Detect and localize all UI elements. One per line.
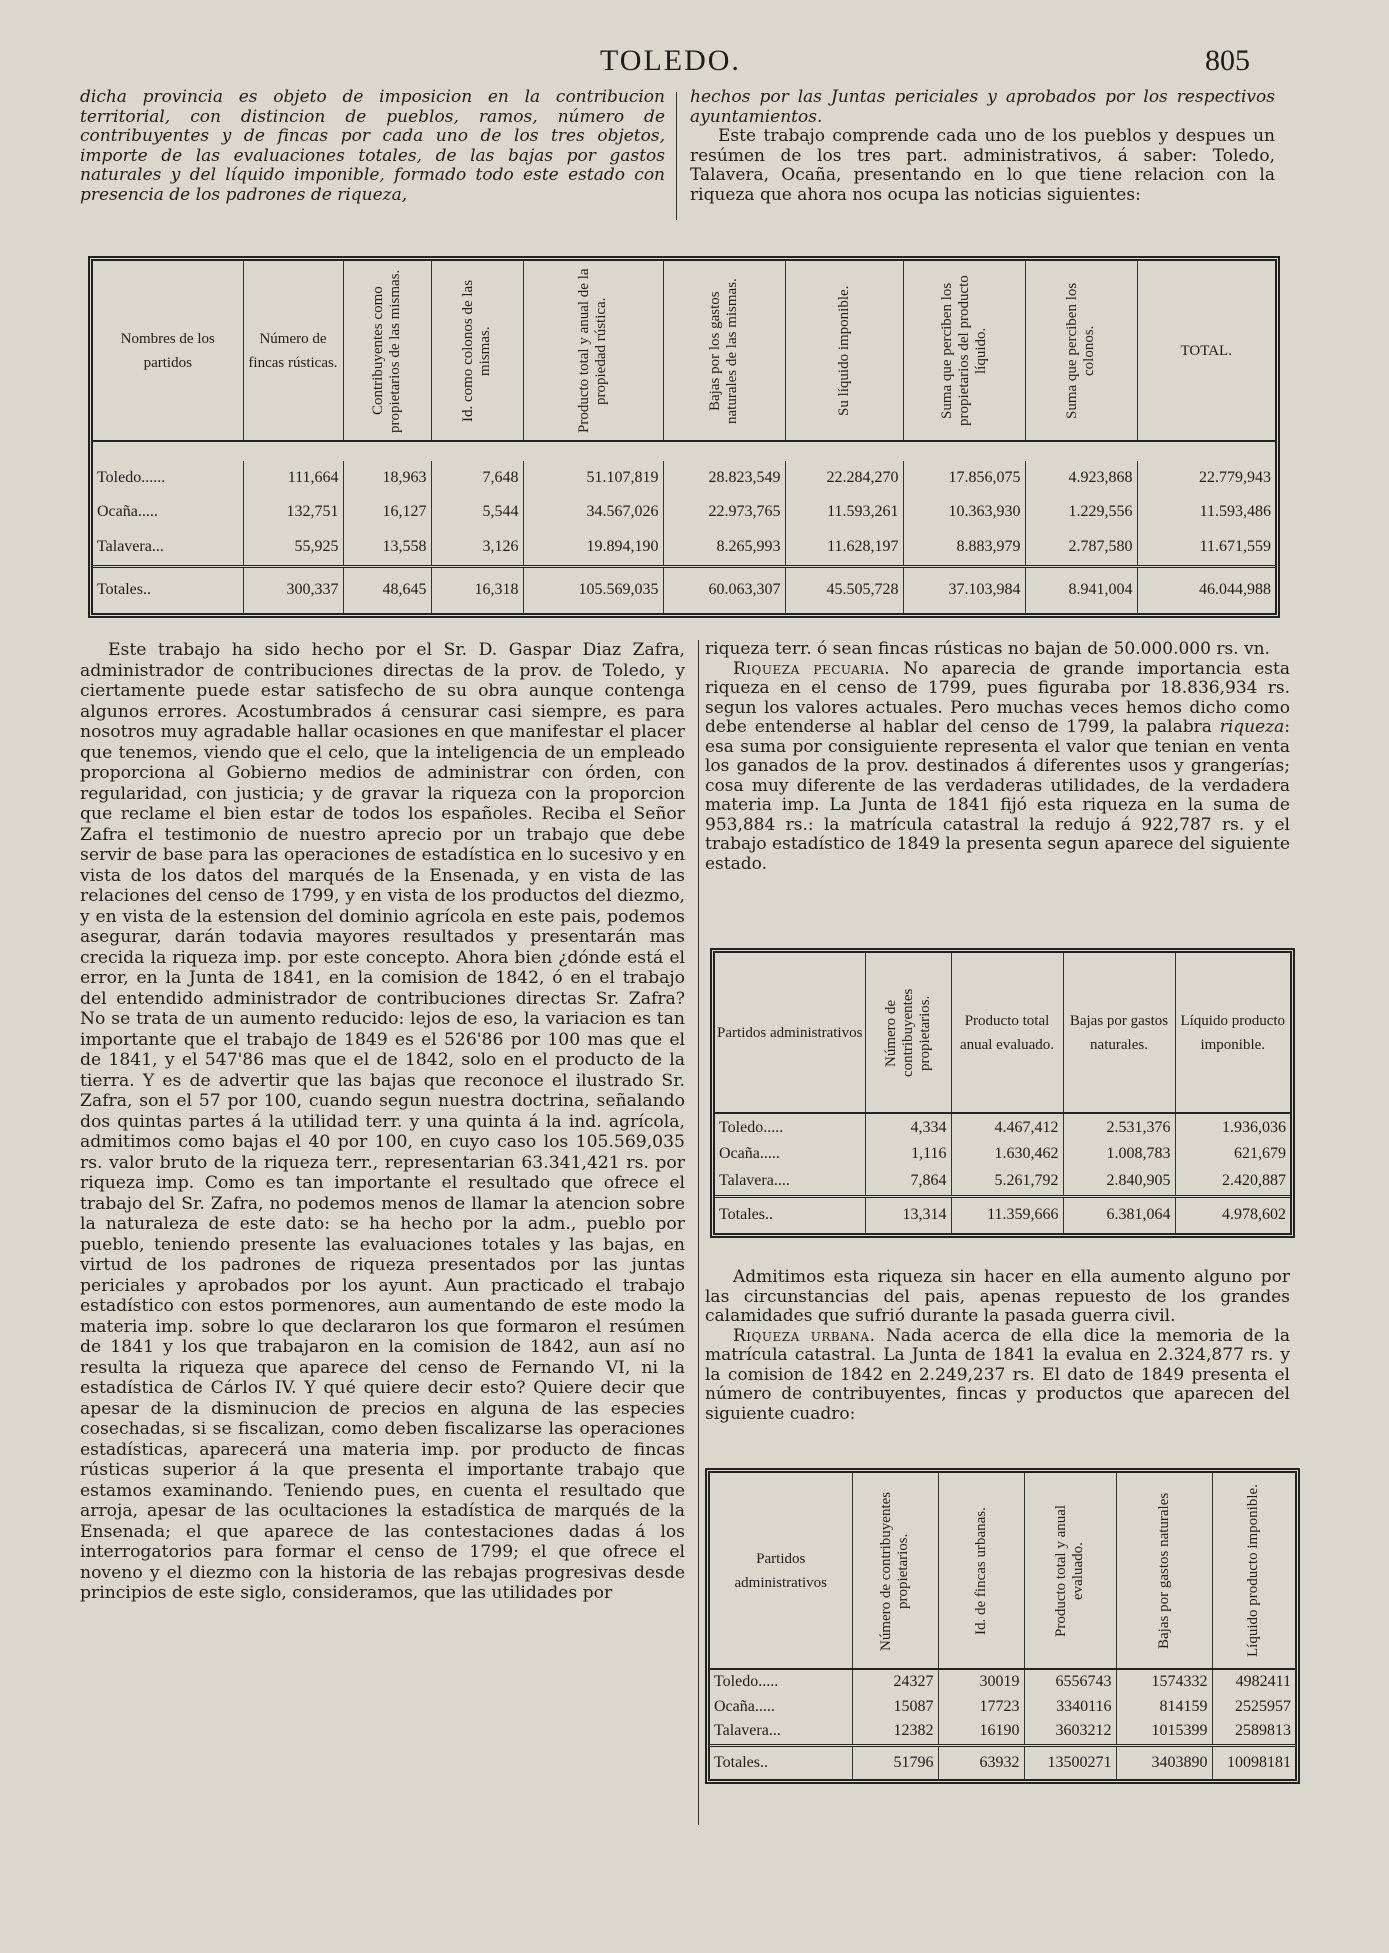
totals-row: Totales.. 51796 63932 13500271 3403890 10098181 [710,1745,1295,1779]
header-cell: Suma que perciben los colonos. [1025,261,1137,441]
header-cell: Bajas por gastos naturales [1116,1473,1212,1669]
table-row: Toledo...... 111,664 18,963 7,648 51.107,819 28.823,549 22.284,270 17.856,075 4.923,868 22.779,943 [93,461,1275,495]
header-cell: Id. como colonos de las mismas. [431,261,523,441]
paragraph: Admitimos esta riqueza sin hacer en ella aumento alguno por las circunstancias del pais, apenas repuesto de los grandes calamidades que sufrió durante la pasada guerra civil. [705,1267,1290,1326]
table-row [93,441,1275,461]
body-right-mid [705,1268,1290,1424]
table-row: Toledo..... 4,334 4.467,412 2.531,376 1.936,036 [715,1113,1290,1141]
header-cell: Contribuyentes como propietarios de las mismas. [343,261,431,441]
header-cell: Líquido producto imponible. [1175,953,1290,1113]
column-divider [698,640,699,1825]
paragraph: riqueza terr. ó sean fincas rústicas no bajan de 50.000.000 rs. vn. [705,639,1270,659]
header-cell: Número de contribuyentes propietarios. [865,953,951,1113]
rustic-wealth-table [88,256,1280,618]
header-cell: Su líquido imponible. [785,261,903,441]
header-cell: Partidos administrativos [715,953,865,1113]
totals-row: Totales.. 13,314 11.359,666 6.381,064 4.978,602 [715,1196,1290,1233]
header-cell: Producto total anual evaluado. [951,953,1063,1113]
header-cell: Líquido producto imponible. [1212,1473,1295,1669]
paragraph: Riqueza urbana. Nada acerca de ella dice la memoria de la matrícula catastral. La Junta de 1841 la evalua en 2.324,877 rs. y la comision de 1842 en 2.249,237 rs. El dato de 1849 presenta el número de contribuyentes, fincas y productos que aparecen del siguiente cuadro: [705,1325,1290,1424]
livestock-wealth-table [710,948,1295,1238]
paragraph: Riqueza pecuaria. No aparecia de grande importancia esta riqueza en el censo de 1799, pues figuraba por 18.836,934 rs. segun los valores actuales. Pero muchas veces hemos dicho como debe entenderse al hablar del censo de 1799, la palabra riqueza: esa suma por consiguiente representa el valor que tenian en venta los ganados de la prov. destinados á diferentes usos y grangerías; cosa muy diferente de las verdaderas utilidades, de la verdadera materia imp. La Junta de 1841 fijó esta riqueza en la suma de 953,884 rs.: la matrícula catastral la redujo á 922,787 rs. y el trabajo estadístico de 1849 la presenta segun aparece del siguiente estado. [705,658,1290,874]
totals-row: Totales.. 300,337 48,645 16,318 105.569,035 60.063,307 45.505,728 37.103,984 8.941,004 46.044,988 [93,566,1275,613]
table-row: Ocaña..... 15087 17723 3340116 814159 2525957 [710,1695,1295,1719]
section-heading: Riqueza pecuaria. [733,658,891,679]
header-cell: Id. de fincas urbanas. [938,1473,1024,1669]
header-cell: Bajas por los gastos naturales de las mismas. [663,261,785,441]
intro-right-text: Este trabajo comprende cada uno de los pueblos y despues un resúmen de los tres part. administrativos, á saber: Toledo, Talavera, Ocaña, presentando en lo que tiene relacion con la riqueza que ahora nos ocupa las noticias siguientes: [690,126,1275,205]
header-cell: Nombres de los partidos [93,261,243,441]
header-cell: Partidos administrativos [710,1473,852,1669]
intro-right [690,88,1275,205]
page-number: 805 [1205,44,1250,77]
header-cell: Bajas por gastos naturales. [1063,953,1175,1113]
header-cell: Producto total y anual de la propiedad rústica. [523,261,663,441]
header-cell: Suma que perciben los propietarios del producto líquido. [903,261,1025,441]
table-row: Ocaña..... 132,751 16,127 5,544 34.567,026 22.973,765 11.593,261 10.363,930 1.229,556 11.593,486 [93,495,1275,529]
column-divider [676,92,677,220]
header-cell: Producto total y anual evaluado. [1024,1473,1116,1669]
body-right-top [705,640,1290,874]
body-left-text: Este trabajo ha sido hecho por el Sr. D. Gaspar Diaz Zafra, administrador de contribuciones directas de la prov. de Toledo, y ciertamente puede estar satisfecho de su obra aunque contenga algunos errores. Acostumbrados á censurar casi siempre, es para nosotros muy agradable hallar ocasiones en que manifestar el placer que tenemos, viendo que el celo, que la inteligencia de un empleado proporciona al Gobierno medios de administrar con órden, con regularidad, con justicia; y de gravar la riqueza con la proporcion que reclame el bien estar de todos los españoles. Reciba el Señor Zafra el testimonio de nuestro aprecio por un trabajo que debe servir de base para las operaciones de estadística en lo sucesivo y en vista de los datos del marqués de la Ensenada, y en vista de las relaciones del censo de 1799, y en vista de los productos del diezmo, y en vista de la estension del dominio agrícola en este pais, podemos asegurar, darán todavia mayores resultados y presentarán mas crecida la riqueza imp. por este concepto. Ahora bien ¿dónde está el error, en la Junta de 1841, en la comision de 1842, ó en el trabajo del entendido administrador de contribuciones directas Sr. Zafra? No se trata de un aumento reducido: lejos de eso, la variacion es tan importante que el trabajo de 1849 es el 526'86 por 100 mas que el de 1841, y el 547'86 mas que el de 1842, solo en el producto de la tierra. Y es de advertir que las bajas que reconoce el ilustrado Sr. Zafra, son el 57 por 100, cuando segun nuestra doctrina, señalando dos quintas partes á la utilidad terr. y una quinta á la ind. agrícola, admitimos como bajas el 40 por 100, en cuyo caso los 105.569,035 rs. valor bruto de la riqueza terr., representarian 63.341,421 rs. por riqueza imp. Como es tan importante el resultado que ofrece el trabajo del Sr. Zafra, no podemos menos de llamar la atencion sobre la naturaleza de este dato: se ha hecho por la adm., pueblo por pueblo, teniendo presente las evaluaciones totales y las bajas, en virtud de los padrones de riqueza presentados por las juntas periciales y aprobados por los ayunt. Aun practicado el trabajo estadístico con estos pormenores, aun aumentando de este modo la materia imp. sobre lo que declararon los que formaron el resúmen de 1841 y los que trabajaron en la comision de 1842, aun así no resulta la riqueza que aparece del censo de Fernando VI, ni la estadística de Cárlos IV. Y qué quiere decir esto? Quiere decir que apesar de la disminucion de precios en alguna de las especies cosechadas, si se fiscalizan, como deben fiscalizarse las operaciones estadísticas, aparecerá una materia imp. por producto de fincas rústicas superior á la que presenta el importante trabajo que estamos examinando. Teniendo pues, en cuenta el resultado que arroja, apesar de las ocultaciones la estadística de marqués de la Ensenada; el que aparece de las contestaciones dadas á los interrogatorios para formar el censo de 1799; el que ofrece el noveno y el diezmo con la historia de las rebajas progresivas desde principios de este siglo, consideramos, que las utilidades por [80,640,685,1603]
page-title: TOLEDO. [600,44,741,77]
table-row: Talavera... 55,925 13,558 3,126 19.894,190 8.265,993 11.628,197 8.883,979 2.787,580 11.671,559 [93,529,1275,566]
table-row: Ocaña..... 1,116 1.630,462 1.008,783 621,679 [715,1141,1290,1168]
table-row: Toledo..... 24327 30019 6556743 1574332 4982411 [710,1669,1295,1695]
intro-left-text: dicha provincia es objeto de imposicion en la contribucion territorial, con distincion de pueblos, ramos, número de contribuyentes y de fincas por cada uno de los tres objetos, importe de las evaluaciones totales, de las bajas por gastos naturales y del líquido imponible, formado todo este estado con presencia de los padrones de riqueza, [80,87,665,205]
table-row: Talavera.... 7,864 5.261,792 2.840,905 2.420,887 [715,1168,1290,1197]
header-cell: Número de fincas rústicas. [243,261,343,441]
table-row: Talavera... 12382 16190 3603212 1015399 2589813 [710,1719,1295,1745]
header-cell: Número de contribuyentes propietarios. [852,1473,938,1669]
section-heading: Riqueza urbana. [733,1325,876,1346]
intro-right-italic: hechos por las Juntas periciales y aprobados por los respectivos ayuntamientos. [690,87,1275,127]
header-cell: TOTAL. [1137,261,1275,441]
urban-wealth-table [705,1468,1300,1784]
